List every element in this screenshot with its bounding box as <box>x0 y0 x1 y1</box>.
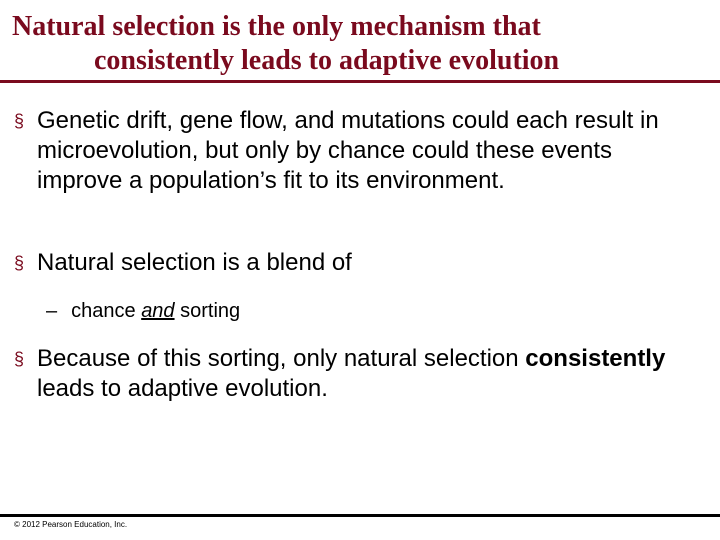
sub-bullet <box>46 298 240 324</box>
slide-title <box>12 10 712 78</box>
bullet-2-text: Natural selection is a blend of <box>37 249 352 276</box>
bullet-2 <box>14 248 694 278</box>
copyright-footer: © 2012 Pearson Education, Inc. <box>14 520 128 529</box>
bullet-3-text <box>14 344 694 404</box>
bullet-3-suffix: leads to adaptive evolution. <box>37 375 328 402</box>
sub-bullet-text-before: chance <box>71 300 136 322</box>
bullet-3-prefix: Because of this sorting, only natural selection <box>37 345 519 372</box>
sub-bullet-text-after: sorting <box>180 300 241 322</box>
bullet-marker-icon: § <box>14 349 25 369</box>
sub-bullet-emphasis: and <box>141 300 175 322</box>
title-divider <box>0 80 720 83</box>
bullet-3 <box>14 344 694 404</box>
bullet-marker-icon: § <box>14 253 25 273</box>
bullet-1-text: Genetic drift, gene flow, and mutations could each result in microevolution, but only by chance could these events improve a population’s fit to its environment. <box>37 107 659 194</box>
slide-title-line-2: consistently leads to adaptive evolution <box>94 45 560 76</box>
bullet-marker-icon: § <box>14 111 25 131</box>
sub-bullet-dash: – <box>46 300 58 322</box>
footer-divider <box>0 514 720 517</box>
slide-title-line-1: Natural selection is the only mechanism that <box>12 11 541 42</box>
bullet-1 <box>14 106 694 196</box>
bullet-3-bold: consistently <box>525 345 666 372</box>
